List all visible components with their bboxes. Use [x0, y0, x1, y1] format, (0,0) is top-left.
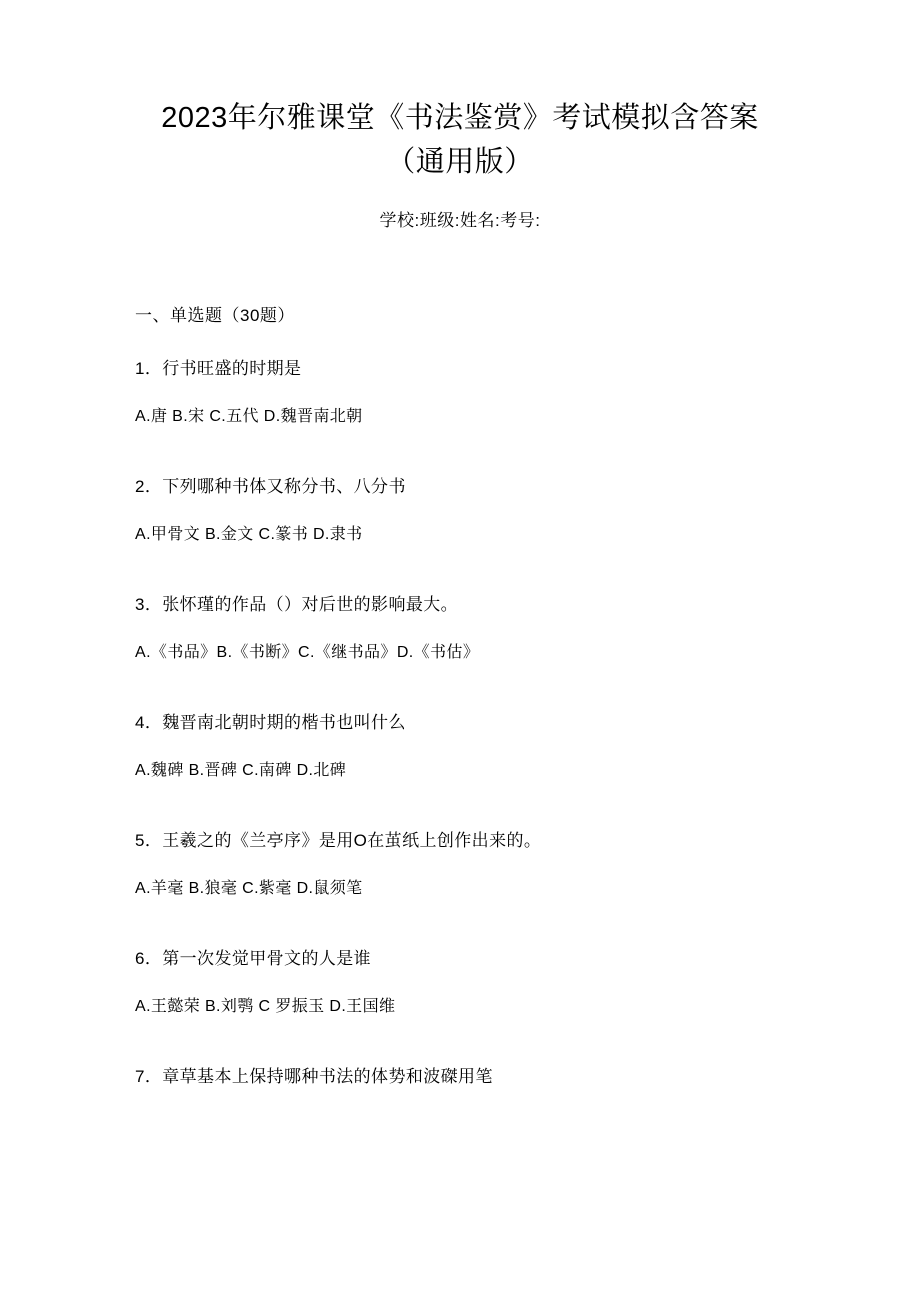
spacer [135, 666, 785, 680]
question-item [135, 1064, 785, 1090]
spacer [135, 430, 785, 444]
question-item [135, 828, 785, 902]
question-stem: 4．魏晋南北朝时期的楷书也叫什么 [135, 713, 406, 732]
question-item [135, 592, 785, 666]
question-item [135, 356, 785, 430]
spacer [135, 548, 785, 562]
question-options: A.王懿荣 B.刘鹗 C 罗振玉 D.王国维 [135, 998, 396, 1015]
question-stem: 3．张怀瑾的作品（）对后世的影响最大。 [135, 595, 459, 614]
question-stem: 1．行书旺盛的时期是 [135, 359, 302, 378]
question-item [135, 946, 785, 1020]
question-stem: 7．章草基本上保持哪种书法的体势和波磔用笔 [135, 1067, 493, 1086]
spacer [135, 902, 785, 916]
question-options: A.唐 B.宋 C.五代 D.魏晋南北朝 [135, 408, 363, 425]
question-item [135, 710, 785, 784]
question-options: A.羊毫 B.狼毫 C.紫毫 D.鼠须笔 [135, 880, 363, 897]
page-title: 2023年尔雅课堂《书法鉴赏》考试模拟含答案（通用版） [161, 102, 759, 178]
question-options: A.《书品》B.《书断》C.《继书品》D.《书估》 [135, 644, 480, 661]
question-stem: 5．王羲之的《兰亭序》是用O在茧纸上创作出来的。 [135, 831, 542, 850]
student-info-line: 学校:班级:姓名:考号: [379, 211, 541, 230]
question-options: A.魏碑 B.晋碑 C.南碑 D.北碑 [135, 762, 347, 779]
section-heading: 一、单选题（30题） [135, 306, 295, 325]
spacer [135, 1020, 785, 1034]
question-item [135, 474, 785, 548]
spacer [135, 784, 785, 798]
question-options: A.甲骨文 B.金文 C.篆书 D.隶书 [135, 526, 363, 543]
question-stem: 2．下列哪种书体又称分书、八分书 [135, 477, 406, 496]
question-stem: 6．第一次发觉甲骨文的人是谁 [135, 949, 372, 968]
